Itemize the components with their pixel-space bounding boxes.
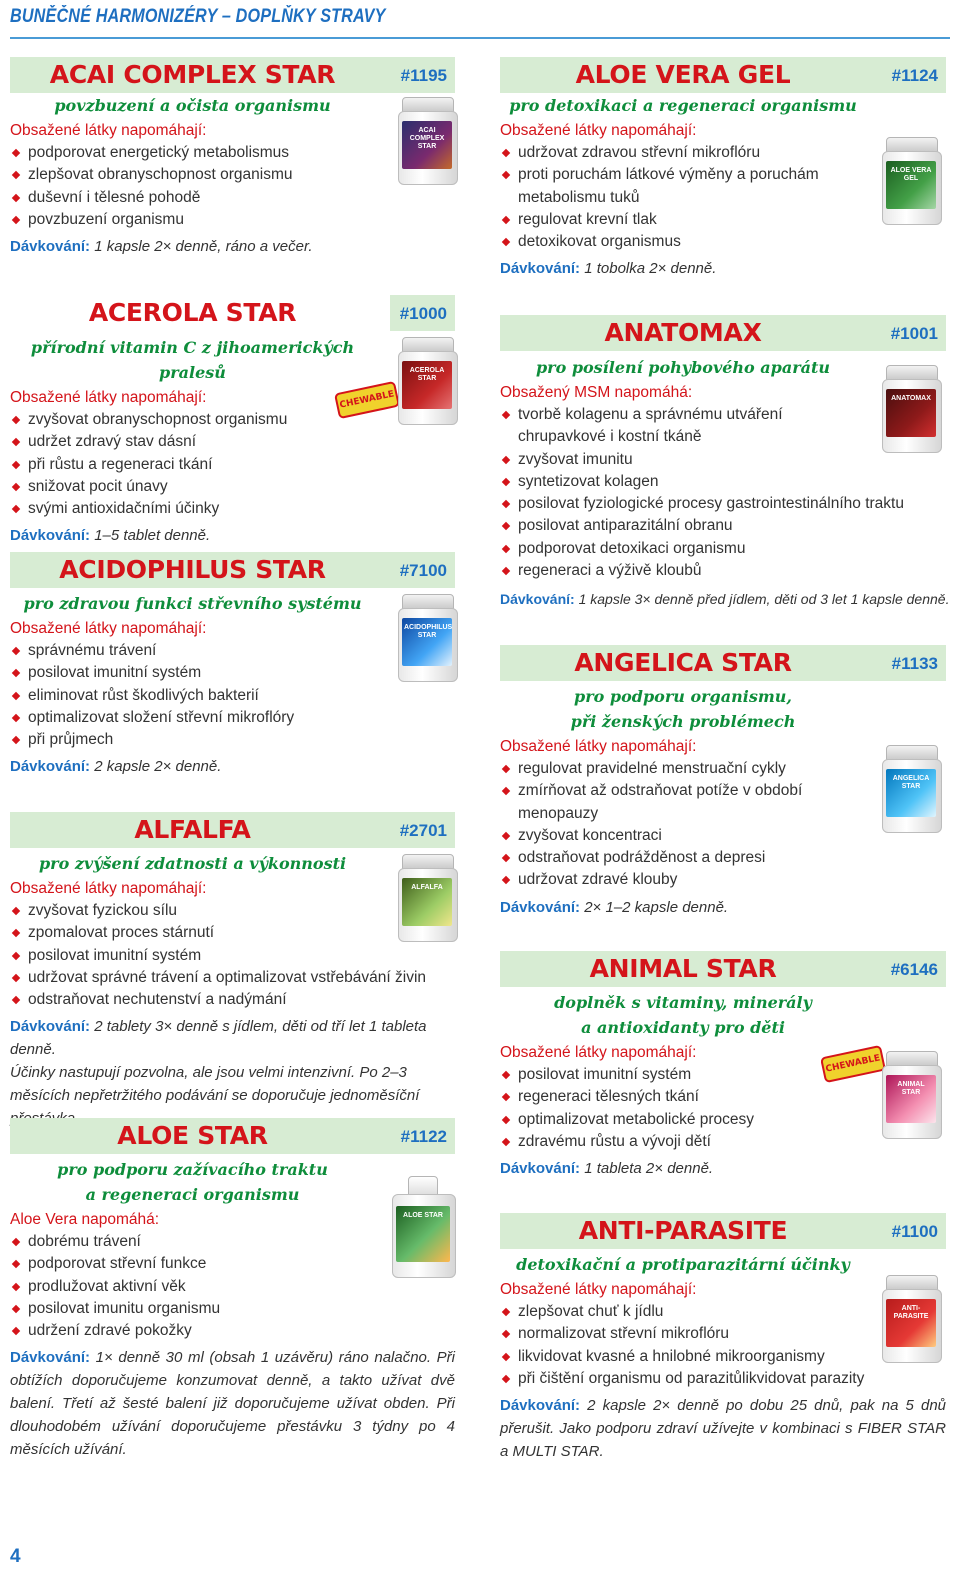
bullet-diamond-icon — [12, 1238, 20, 1246]
bullet-diamond-icon — [12, 1282, 20, 1290]
product-code: #6146 — [890, 960, 938, 979]
list-item: zmírňovat až odstraňovat potíže v období menopauzy — [500, 780, 820, 825]
bullet-diamond-icon — [502, 149, 510, 157]
list-item: povzbuzení organismu — [10, 209, 455, 231]
dosage: Dávkování: 1× denně 30 ml (obsah 1 uzávěru) ráno nalačno. Při obtížích doporučujeme konzumovat denně, a takto užívat dvě balení. Třetí až šesté balení již doporučujeme užívat obden. Při dlouhodobém užívání doporučujeme přestávku 3 týdny po 4 měsících užívání. — [10, 1349, 456, 1459]
list-item: posilovat imunitní systém — [10, 945, 455, 967]
left-column — [10, 57, 455, 1461]
bullet-diamond-icon — [502, 478, 510, 486]
product-header — [500, 645, 946, 681]
bullet-diamond-icon — [502, 455, 510, 463]
chewable-badge: CHEWABLE — [334, 381, 400, 419]
bullet-diamond-icon — [12, 193, 20, 201]
product-acidophilus-star — [10, 552, 455, 812]
list-item: podporovat energetický metabolismus — [10, 142, 455, 164]
bullet-diamond-icon — [502, 545, 510, 553]
section-label: Obsažené látky napomáhají: — [500, 1044, 697, 1061]
product-header — [10, 812, 455, 848]
bullet-diamond-icon — [12, 736, 20, 744]
bullet-diamond-icon — [502, 765, 510, 773]
dosage: Dávkování: 2 kapsle 2× denně po dobu 25 dnů, pak na 5 dnů přerušit. Jako podporu zdraví užívejte v kombinaci s FIBER STAR a MULTI STAR. — [500, 1397, 946, 1461]
product-bottle-image: ACIDOPHILUS STAR — [396, 594, 458, 680]
product-name: ANGELICA STAR — [574, 648, 792, 677]
bullet-diamond-icon — [502, 1330, 510, 1338]
list-item: zvyšovat imunitu — [500, 449, 946, 471]
dosage: Dávkování: 1 tableta 2× denně. — [500, 1160, 714, 1178]
list-item: normalizovat střevní mikroflóru — [500, 1323, 946, 1345]
list-item: posilovat imunitní systém — [500, 1064, 946, 1086]
list-item: při průjmech — [10, 729, 455, 751]
list-item: syntetizovat kolagen — [500, 471, 946, 493]
benefit-list — [10, 409, 455, 520]
product-header — [500, 951, 946, 987]
benefit-list — [500, 142, 830, 253]
bullet-diamond-icon — [502, 1093, 510, 1101]
list-item: udržet zdravý stav dásní — [10, 431, 455, 453]
dosage: Dávkování: 2× 1–2 kapsle denně. — [500, 898, 729, 916]
list-item: posilovat imunitní systém — [10, 662, 455, 684]
list-item: detoxikovat organismus — [500, 231, 830, 253]
list-item: svými antioxidačními účinky — [10, 498, 455, 520]
product-subtitle-line-2: a antioxidanty pro děti — [581, 1018, 785, 1037]
bullet-diamond-icon — [12, 714, 20, 722]
product-name: ACAI COMPLEX STAR — [49, 60, 336, 89]
list-item: zpomalovat proces stárnutí — [10, 922, 455, 944]
bullet-diamond-icon — [12, 505, 20, 513]
benefit-list — [500, 758, 820, 892]
product-name: ALOE VERA GEL — [575, 60, 791, 89]
product-code: #1124 — [891, 66, 938, 85]
bullet-diamond-icon — [502, 411, 510, 419]
product-code: #7100 — [399, 561, 447, 580]
benefit-list — [10, 640, 455, 751]
list-item: udržovat zdravé klouby — [500, 869, 820, 891]
list-item: zlepšovat chuť k jídlu — [500, 1301, 946, 1323]
bullet-diamond-icon — [12, 974, 20, 982]
list-item: zvyšovat fyzickou sílu — [10, 900, 455, 922]
right-column — [500, 57, 950, 1463]
dosage: Dávkování: 1 kapsle 2× denně, ráno a večer. — [10, 238, 313, 256]
product-subtitle: povzbuzení a očista organismu — [54, 96, 331, 115]
section-label: Obsažené látky napomáhají: — [500, 1281, 697, 1298]
dosage: Dávkování: 1–5 tablet denně. — [10, 527, 211, 545]
section-label: Obsažené látky napomáhají: — [10, 620, 207, 637]
benefit-list — [10, 900, 455, 1011]
bullet-diamond-icon — [502, 787, 510, 795]
product-name: ALOE STAR — [117, 1121, 268, 1150]
bullet-diamond-icon — [502, 238, 510, 246]
chewable-badge: CHEWABLE — [820, 1045, 886, 1083]
product-subtitle-line-2: a regeneraci organismu — [85, 1185, 300, 1204]
list-item: prodlužovat aktivní věk — [10, 1276, 455, 1298]
product-anti-parasite — [500, 1213, 946, 1463]
product-code: #1001 — [890, 324, 938, 343]
list-item: dobrému trávení — [10, 1231, 455, 1253]
product-subtitle: pro podporu organismu, — [574, 687, 792, 706]
product-angelica-star — [500, 645, 946, 951]
product-bottle-image: ANIMAL STAR — [880, 1051, 942, 1137]
product-code: #1122 — [400, 1127, 447, 1146]
product-animal-star — [500, 951, 946, 1213]
list-item: duševní i tělesné pohodě — [10, 187, 455, 209]
product-acerola-star — [10, 295, 455, 552]
product-bottle-image: ALOE VERA GEL — [880, 137, 942, 223]
bullet-diamond-icon — [12, 438, 20, 446]
product-name: ALFALFA — [134, 815, 251, 844]
product-bottle-image: ACAI COMPLEX STAR — [396, 97, 458, 183]
bullet-diamond-icon — [502, 500, 510, 508]
bullet-diamond-icon — [502, 1115, 510, 1123]
bullet-diamond-icon — [12, 669, 20, 677]
bullet-diamond-icon — [502, 854, 510, 862]
product-header — [500, 1213, 946, 1249]
product-code: #2701 — [399, 821, 447, 840]
product-header — [500, 57, 946, 93]
list-item: posilovat imunitu organismu — [10, 1298, 455, 1320]
product-code: #1100 — [891, 1222, 938, 1241]
product-header — [10, 552, 455, 588]
product-aloe-vera-gel — [500, 57, 946, 315]
product-bottle-image: ACEROLA STAR — [396, 337, 458, 423]
bullet-diamond-icon — [12, 1260, 20, 1268]
bullet-diamond-icon — [12, 483, 20, 491]
list-item: udržení zdravé pokožky — [10, 1320, 455, 1342]
list-item: zvyšovat obranyschopnost organismu — [10, 409, 455, 431]
bullet-diamond-icon — [502, 1352, 510, 1360]
bullet-diamond-icon — [12, 691, 20, 699]
product-subtitle: pro posílení pohybového aparátu — [535, 358, 831, 377]
section-label: Obsažené látky napomáhají: — [10, 880, 207, 897]
list-item: udržovat správné trávení a optimalizovat vstřebávání živin — [10, 967, 455, 989]
list-item: udržovat zdravou střevní mikroflóru — [500, 142, 830, 164]
product-header — [10, 1118, 455, 1154]
product-subtitle: pro podporu zažívacího traktu — [57, 1160, 328, 1179]
bullet-diamond-icon — [12, 216, 20, 224]
dosage: Dávkování: 2 tablety 3× denně s jídlem, děti od tří let 1 tableta denně. — [10, 1018, 427, 1059]
product-subtitle: doplněk s vitaminy, minerály — [554, 993, 812, 1012]
list-item: zdravému růstu a vývoji dětí — [500, 1131, 946, 1153]
list-item: regeneraci a výživě kloubů — [500, 560, 946, 582]
product-header — [10, 295, 455, 331]
bullet-diamond-icon — [12, 149, 20, 157]
product-bottle-image: ALOE STAR — [390, 1176, 456, 1276]
page-number: 4 — [10, 1546, 21, 1567]
dosage: Dávkování: 1 tobolka 2× denně. — [500, 260, 717, 278]
bullet-diamond-icon — [12, 907, 20, 915]
section-label: Aloe Vera napomáhá: — [10, 1211, 160, 1228]
list-item: zvyšovat koncentraci — [500, 825, 820, 847]
list-item: optimalizovat metabolické procesy — [500, 1109, 946, 1131]
page-header — [10, 4, 950, 39]
list-item: podporovat detoxikaci organismu — [500, 538, 946, 560]
product-bottle-image: ALFALFA — [396, 854, 458, 940]
product-bottle-image: ANGELICA STAR — [880, 745, 942, 831]
product-name: ANATOMAX — [604, 318, 762, 347]
product-name: ANTI-PARASITE — [578, 1216, 788, 1245]
list-item: optimalizovat složení střevní mikroflóry — [10, 707, 455, 729]
product-name: ANIMAL STAR — [589, 954, 777, 983]
section-label: Obsažené látky napomáhají: — [500, 738, 697, 755]
section-label: Obsažené látky napomáhají: — [10, 122, 207, 139]
bullet-diamond-icon — [502, 171, 510, 179]
list-item: regulovat pravidelné menstruační cykly — [500, 758, 820, 780]
section-label: Obsažené látky napomáhají: — [10, 389, 207, 406]
section-label: Obsažené látky napomáhají: — [500, 122, 697, 139]
list-item: likvidovat kvasné a hnilobné mikroorganismy — [500, 1346, 946, 1368]
product-aloe-star — [10, 1118, 455, 1461]
dosage: Dávkování: 2 kapsle 2× denně. — [10, 758, 222, 776]
bullet-diamond-icon — [502, 216, 510, 224]
product-name: ACEROLA STAR — [88, 298, 297, 327]
list-item: při růstu a regeneraci tkání — [10, 454, 455, 476]
bullet-diamond-icon — [502, 832, 510, 840]
bullet-diamond-icon — [12, 416, 20, 424]
bullet-diamond-icon — [502, 1071, 510, 1079]
product-code: #1133 — [891, 654, 938, 673]
benefit-list — [10, 142, 455, 231]
product-header — [500, 315, 946, 351]
bullet-diamond-icon — [502, 522, 510, 530]
product-code: #1000 — [399, 304, 447, 323]
list-item: podporovat střevní funkce — [10, 1253, 455, 1275]
product-subtitle: pro detoxikaci a regeneraci organismu — [509, 96, 857, 115]
product-bottle-image: ANTI-PARASITE — [880, 1275, 942, 1361]
dosage-note: Účinky nastupují pozvolna, ale jsou velmi intenzivní. Po 2–3 měsících nepřetržitého podávání se doporučuje jednoměsíční — [10, 1064, 420, 1105]
list-item: regeneraci tělesných tkání — [500, 1086, 946, 1108]
bullet-diamond-icon — [502, 1138, 510, 1146]
page-title: BUNĚČNÉ HARMONIZÉRY – DOPLŇKY STRAVY — [10, 6, 386, 27]
product-subtitle: detoxikační a protiparazitární účinky — [516, 1255, 850, 1274]
bullet-diamond-icon — [502, 1308, 510, 1316]
product-anatomax — [500, 315, 950, 645]
list-item: proti poruchám látkové výměny a poruchám metabolismu tuků — [500, 164, 830, 209]
product-subtitle-line-2: při ženských problémech — [570, 712, 796, 731]
bullet-diamond-icon — [12, 1327, 20, 1335]
bullet-diamond-icon — [12, 929, 20, 937]
bullet-diamond-icon — [12, 647, 20, 655]
list-item: odstraňovat podrážděnost a depresi — [500, 847, 820, 869]
list-item: tvorbě kolagenu a správnému utváření chrupavkové i kostní tkáně — [500, 404, 858, 449]
product-header — [10, 57, 455, 93]
product-subtitle: pro zdravou funkci střevního systému — [23, 594, 362, 613]
list-item: odstraňovat nechutenství a nadýmání — [10, 989, 455, 1011]
product-subtitle: přírodní vitamin C z jihoamerických pralesů — [30, 338, 355, 382]
bullet-diamond-icon — [502, 567, 510, 575]
bullet-diamond-icon — [12, 460, 20, 468]
list-item: zlepšovat obranyschopnost organismu — [10, 164, 455, 186]
bullet-diamond-icon — [502, 876, 510, 884]
product-bottle-image: ANATOMAX — [880, 365, 942, 451]
bullet-diamond-icon — [502, 1375, 510, 1383]
product-alfalfa — [10, 812, 455, 1118]
list-item: při čištění organismu od parazitůlikvidovat parazity — [500, 1368, 946, 1390]
product-name: ACIDOPHILUS STAR — [59, 555, 326, 584]
list-item: snižovat pocit únavy — [10, 476, 455, 498]
benefit-list — [10, 1231, 455, 1342]
product-subtitle: pro zvýšení zdatnosti a výkonnosti — [38, 854, 347, 873]
list-item: posilovat fyziologické procesy gastrointestinálního traktu — [500, 493, 946, 515]
list-item: eliminovat růst škodlivých bakterií — [10, 685, 455, 707]
list-item: posilovat antiparazitální obranu — [500, 515, 946, 537]
section-label: Obsažený MSM napomáhá: — [500, 384, 693, 401]
list-item: správnému trávení — [10, 640, 455, 662]
bullet-diamond-icon — [12, 1305, 20, 1313]
bullet-diamond-icon — [12, 951, 20, 959]
dosage: Dávkování: 1 kapsle 3× denně před jídlem, děti od 3 let 1 kapsle denně. — [500, 591, 950, 608]
product-code: #1195 — [400, 66, 447, 85]
bullet-diamond-icon — [12, 996, 20, 1004]
list-item: regulovat krevní tlak — [500, 209, 830, 231]
bullet-diamond-icon — [12, 171, 20, 179]
product-acai-complex-star — [10, 57, 455, 295]
